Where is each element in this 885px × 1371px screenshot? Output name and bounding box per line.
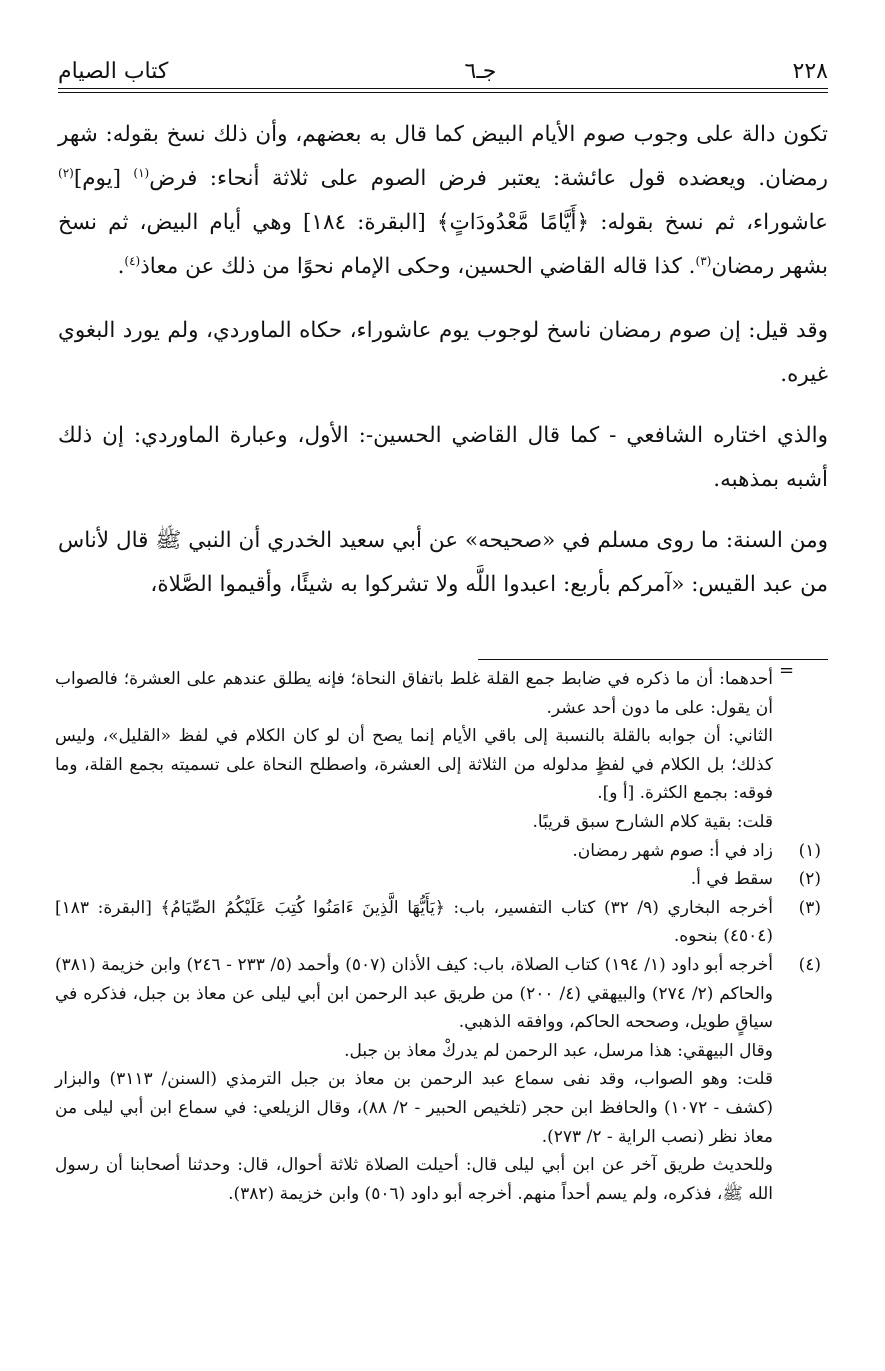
footnote-text: سقط في أ. [690,869,773,890]
paragraph-3: والذي اختاره الشافعي - كما قال القاضي الحسين-: الأول، وعبارة الماوردي: إن ذلك أشبه بمذهبه. [58,423,828,492]
footnote-ref-2: (٢) [58,165,74,180]
p1-text-b: [يوم] [73,166,134,191]
footnotes [55,665,821,1208]
book-title: كتاب الصيام [58,59,169,84]
footnote-4-other-route: وللحديث طريق آخر عن ابن أبي ليلى قال: أحيلت الصلاة ثلاثة أحوال، قال: وحدثنا أصحابنا أن رسول الله ﷺ، فذكره، ولم يسم أحداً منهم. أخرجه أبو داود (٥٠٦) وابن خزيمة (٣٨٢). [55,1155,773,1204]
p1-text-c: عاشوراء، ثم نسخ بقوله: ﴿أَيَّامًا مَّعْدُودَاتٍ﴾ [البقرة: ١٨٤] وهي أيام البيض، ثم نسخ بشهر رمضان [58,210,828,279]
footnote-continuation-3: قلت: بقية كلام الشارح سبق قريبًا. [532,811,773,832]
footnote-text: زاد في أ: صوم شهر رمضان. [572,840,773,861]
footnote-4 [55,951,821,1208]
p1-text-d: . كذا قاله القاضي الحسين، وحكى الإمام نحوًا من ذلك عن معاذ [140,254,696,279]
footnote-ref-3: (٣) [695,253,712,268]
header-rule-bottom [58,92,828,93]
paragraph-2: وقد قيل: إن صوم رمضان ناسخ لوجوب يوم عاشوراء، حكاه الماوردي، ولم يورد البغوي غيره. [58,318,828,387]
footnote-separator [478,659,828,660]
footnote-continuation-1: أحدهما: أن ما ذكره في ضابط جمع القلة غلط باتفاق النحاة؛ فإنه يطلق عندهم على العشرة؛ فالصواب أن يقول: على ما دون أحد عشر. [55,669,773,718]
paragraph-1 [58,113,828,289]
footnote-4-note: قلت: وهو الصواب، وقد نفى سماع عبد الرحمن بن معاذ بن جبل الترمذي (السنن/ ٣١١٣) والبزار (كشف - ١٠٧٢) والحافظ ابن حجر (تلخيص الحبير - ٢/ ٨٨)، وقال الزيلعي: في سماع ابن أبي ليلى من معاذ نظر (نصب الراية - ٢/ ٢٧٣). [55,1069,773,1147]
paragraph-4: ومن السنة: ما روى مسلم في «صحيحه» عن أبي سعيد الخدري أن النبي ﷺ قال لأناس من عبد القيس: «آمركم بأربع: اعبدوا اللَّه ولا تشركوا به شيئًا، وأقيموا الصَّلاة، [58,528,828,597]
page-number: ٢٢٨ [792,59,828,84]
header-rule-top [58,88,828,89]
volume-label: جـ٦ [464,59,497,84]
page-header [58,54,828,84]
footnote-text: أخرجه البخاري (٩/ ٣٢) كتاب التفسير، باب: ﴿يَأَيُّهَا الَّذِينَ ءَامَنُوا كُتِبَ عَلَيْكُمُ الصِّيَامُ﴾ [البقرة: ١٨٣] (٤٥٠٤) بنحوه. [55,897,773,947]
footnote-continuation-2: الثاني: أن جوابه بالقلة بالنسبة إلى باقي الأيام إنما يصح أن لو كان الكلام في لفظ «القليل»، وليس كذلك؛ بل الكلام في لفظٍ مدلوله من الثلاثة إلى العشرة، واصطلح النحاة على تسميته بجمع القلة، وما فوقه: بجمع الكثرة. [أ و]. [55,726,773,804]
footnote-4-bayhaqi: وقال البيهقي: هذا مرسل، عبد الرحمن لم يدركْ معاذ بن جبل. [344,1040,773,1061]
footnote-text: أخرجه أبو داود (١/ ١٩٤) كتاب الصلاة، باب: كيف الأذان (٥٠٧) وأحمد (٥/ ٢٣٣ - ٢٤٦) وابن خزيمة (٣٨١) والحاكم (٢/ ٢٧٤) والبيهقي (٤/ ٢٠٠) من طريق عبد الرحمن ابن أبي ليلى عن معاذ بن جبل، فذكره في سياقٍ طويل، وصححه الحاكم، ووافقه الذهبي. [55,954,773,1033]
footnote-ref-1: (١) [133,165,150,180]
main-text [58,113,828,624]
footnote-2 [55,865,821,894]
footnote-number: (١) [798,840,821,861]
footnote-1 [55,837,821,866]
footnote-number: (٤) [798,954,821,975]
p1-text-a: تكون دالة على وجوب صوم الأيام البيض كما قال به بعضهم، وأن ذلك نسخ بقوله: شهر رمضان. ويعضده قول عائشة: يعتبر فرض الصوم على ثلاثة أنحاء: فرض [58,122,828,191]
footnote-3 [55,894,821,951]
footnote-number: (٢) [798,869,821,890]
continuation-mark: = [779,660,795,681]
p1-text-e: . [117,254,125,279]
footnote-number: (٣) [798,897,821,918]
footnote-ref-4: (٤) [124,253,141,268]
